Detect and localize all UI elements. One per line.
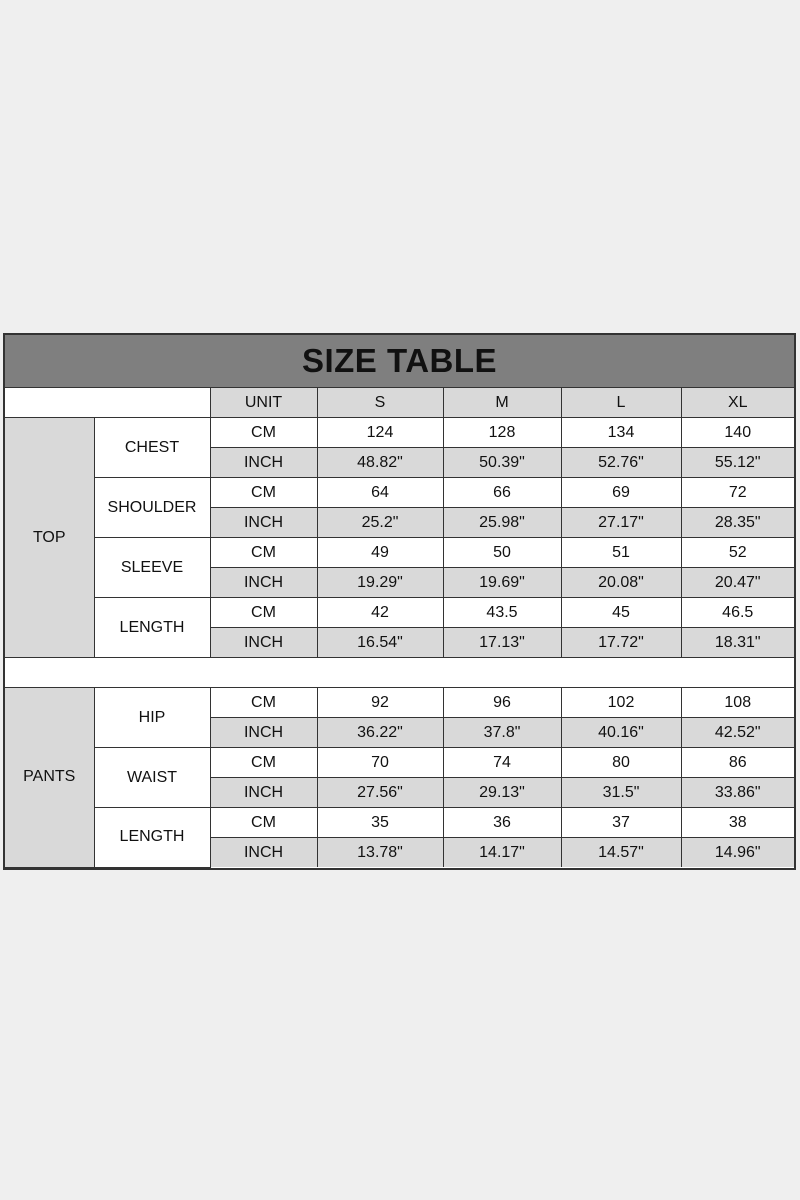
value-cell: 102: [561, 688, 681, 718]
header-size-m: M: [443, 388, 561, 418]
value-cell: 14.17": [443, 838, 561, 868]
value-cell: 74: [443, 748, 561, 778]
value-cell: 14.57": [561, 838, 681, 868]
value-cell: 36.22": [317, 718, 443, 748]
table-title: SIZE TABLE: [301, 342, 498, 379]
value-cell: 72: [681, 478, 794, 508]
value-cell: 55.12": [681, 448, 794, 478]
value-cell: 66: [443, 478, 561, 508]
section-label-cell: PANTS: [5, 688, 94, 868]
value-cell: 124: [317, 418, 443, 448]
value-cell: 70: [317, 748, 443, 778]
title-bar: [5, 335, 794, 388]
value-cell: 50.39": [443, 448, 561, 478]
unit-cell: INCH: [210, 448, 317, 478]
measure-label-cell: SLEEVE: [94, 538, 210, 598]
table-row: [5, 688, 794, 718]
value-cell: 48.82": [317, 448, 443, 478]
value-cell: 92: [317, 688, 443, 718]
measure-label-cell: LENGTH: [94, 598, 210, 658]
value-cell: 18.31": [681, 628, 794, 658]
value-cell: 17.13": [443, 628, 561, 658]
value-cell: 37: [561, 808, 681, 838]
section-label-cell: TOP: [5, 418, 94, 658]
header-size-xl: XL: [681, 388, 794, 418]
header-size-s: S: [317, 388, 443, 418]
value-cell: 128: [443, 418, 561, 448]
value-cell: 49: [317, 538, 443, 568]
unit-cell: CM: [210, 688, 317, 718]
value-cell: 25.2": [317, 508, 443, 538]
value-cell: 25.98": [443, 508, 561, 538]
measure-label-cell: LENGTH: [94, 808, 210, 868]
header-row: [5, 388, 794, 418]
table-row: [5, 598, 794, 628]
table-row: [5, 478, 794, 508]
table-row: [5, 538, 794, 568]
unit-cell: CM: [210, 748, 317, 778]
value-cell: 31.5": [561, 778, 681, 808]
value-cell: 19.29": [317, 568, 443, 598]
header-size-l: L: [561, 388, 681, 418]
value-cell: 35: [317, 808, 443, 838]
value-cell: 96: [443, 688, 561, 718]
unit-cell: INCH: [210, 568, 317, 598]
value-cell: 134: [561, 418, 681, 448]
value-cell: 69: [561, 478, 681, 508]
spacer-cell: [5, 658, 794, 688]
value-cell: 17.72": [561, 628, 681, 658]
value-cell: 64: [317, 478, 443, 508]
value-cell: 108: [681, 688, 794, 718]
value-cell: 20.47": [681, 568, 794, 598]
value-cell: 50: [443, 538, 561, 568]
value-cell: 38: [681, 808, 794, 838]
size-table: [3, 333, 796, 870]
value-cell: 27.56": [317, 778, 443, 808]
value-cell: 14.96": [681, 838, 794, 868]
value-cell: 20.08": [561, 568, 681, 598]
unit-cell: CM: [210, 538, 317, 568]
size-grid: [5, 388, 794, 868]
value-cell: 29.13": [443, 778, 561, 808]
unit-cell: CM: [210, 478, 317, 508]
value-cell: 45: [561, 598, 681, 628]
value-cell: 140: [681, 418, 794, 448]
header-unit-cell: UNIT: [210, 388, 317, 418]
unit-cell: INCH: [210, 838, 317, 868]
header-blank-cell: [5, 388, 210, 418]
unit-cell: INCH: [210, 778, 317, 808]
value-cell: 19.69": [443, 568, 561, 598]
measure-label-cell: HIP: [94, 688, 210, 748]
value-cell: 13.78": [317, 838, 443, 868]
measure-label-cell: CHEST: [94, 418, 210, 478]
unit-cell: INCH: [210, 628, 317, 658]
unit-cell: CM: [210, 418, 317, 448]
unit-cell: INCH: [210, 718, 317, 748]
value-cell: 36: [443, 808, 561, 838]
section-spacer-row: [5, 658, 794, 688]
unit-cell: CM: [210, 808, 317, 838]
value-cell: 43.5: [443, 598, 561, 628]
value-cell: 37.8": [443, 718, 561, 748]
value-cell: 42: [317, 598, 443, 628]
table-row: [5, 808, 794, 838]
table-row: [5, 418, 794, 448]
unit-cell: CM: [210, 598, 317, 628]
unit-cell: INCH: [210, 508, 317, 538]
measure-label-cell: SHOULDER: [94, 478, 210, 538]
measure-label-cell: WAIST: [94, 748, 210, 808]
value-cell: 33.86": [681, 778, 794, 808]
value-cell: 46.5: [681, 598, 794, 628]
value-cell: 28.35": [681, 508, 794, 538]
value-cell: 52: [681, 538, 794, 568]
value-cell: 51: [561, 538, 681, 568]
grid-body: [5, 388, 794, 867]
value-cell: 40.16": [561, 718, 681, 748]
value-cell: 42.52": [681, 718, 794, 748]
value-cell: 86: [681, 748, 794, 778]
table-row: [5, 748, 794, 778]
value-cell: 27.17": [561, 508, 681, 538]
value-cell: 52.76": [561, 448, 681, 478]
value-cell: 80: [561, 748, 681, 778]
value-cell: 16.54": [317, 628, 443, 658]
